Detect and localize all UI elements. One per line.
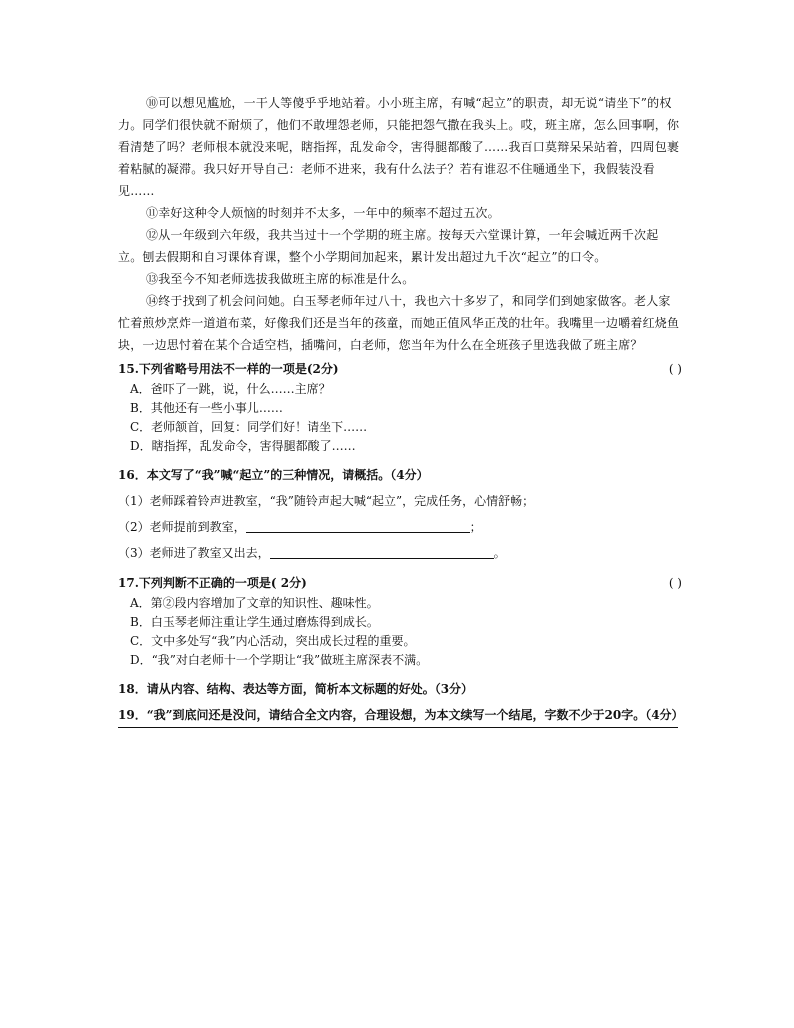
question-15-stem: [118, 358, 682, 380]
paragraph-14: ⑭终于找到了机会问问她。白玉琴老师年过八十，我也六十多岁了，和同学们到她家做客。老人家忙着煎炒烹炸一道道布菜，好像我们还是当年的孩童，而她正值风华正茂的壮年。我嘴里一边嚼着红烧鱼块，一边思忖着在某个合适空档，插嘴问，白老师，您当年为什么在全班孩子里选我做了班主席？: [118, 294, 680, 352]
question-15-option-c: C．老师颔首，回复：同学们好！请坐下……: [130, 420, 368, 434]
question-15-option-d: D．瞎指挥，乱发命令，害得腿都酸了……: [130, 439, 356, 453]
answer-line-19[interactable]: [118, 727, 678, 728]
answer-blank-2[interactable]: [246, 518, 470, 533]
question-17: [118, 572, 682, 670]
question-16-item-3: [118, 540, 682, 566]
question-15-option-a: A．爸吓了一跳，说，什么……主席？: [130, 382, 331, 396]
page-content: [118, 92, 682, 728]
question-16-item-1: （1）老师踩着铃声进教室，“我”随铃声起大喊“起立”，完成任务，心情舒畅；: [118, 494, 535, 508]
question-19-stem: 19．“我”到底问还是没问，请结合全文内容，合理设想，为本文续写一个结尾，字数不少于20字。（4分）: [118, 708, 684, 722]
question-17-stem: [118, 572, 682, 594]
answer-blank-3[interactable]: [270, 544, 494, 559]
question-16-item-2-end: ；: [469, 520, 482, 534]
question-17-option-b: B．白玉琴老师注重让学生通过磨炼得到成长。: [130, 615, 379, 629]
paragraph-13: ⑬我至今不知老师选拔我做班主席的标准是什么。: [146, 272, 415, 286]
question-16-item-3-end: 。: [493, 546, 506, 560]
paragraph-11: ⑪幸好这种令人烦恼的时刻并不太多，一年中的频率不超过五次。: [146, 206, 500, 220]
question-15: [118, 358, 682, 456]
question-15-text: 15.下列省略号用法不一样的一项是(2分): [118, 362, 339, 376]
question-17-text: 17.下列判断不正确的一项是( 2分): [118, 576, 307, 590]
question-17-option-a: A．第②段内容增加了文章的知识性、趣味性。: [130, 596, 379, 610]
question-16-stem: 16．本文写了“我”喊“起立”的三种情况，请概括。（4分）: [118, 468, 429, 482]
question-17-answer-bracket: ( ): [668, 576, 682, 590]
question-18-stem: 18．请从内容、结构、表达等方面，简析本文标题的好处。（3分）: [118, 682, 474, 696]
question-15-answer-bracket: ( ): [668, 362, 682, 376]
question-17-option-c: C．文中多处写“我”内心活动，突出成长过程的重要。: [130, 634, 416, 648]
question-17-option-d: D．“我”对白老师十一个学期让“我”做班主席深表不满。: [130, 653, 429, 667]
paragraph-10: ⑩可以想见尴尬，一干人等傻乎乎地站着。小小班主席，有喊“起立”的职责，却无说“请坐下”的权力。同学们很快就不耐烦了，他们不敢埋怨老师，只能把怨气撒在我头上。哎，班主席，怎么回事啊，你看清楚了吗？老师根本就没来呢，瞎指挥，乱发命令，害得腿都酸了……我百口莫辩呆呆站着，四周包裹着粘腻的凝滞。我只好开导自己：老师不进来，我有什么法子？若有谁忍不住嗵通坐下，我假装没看见……: [118, 96, 680, 198]
question-15-option-b: B．其他还有一些小事儿……: [130, 401, 283, 415]
question-16-item-3-label: （3）老师进了教室又出去，: [118, 546, 270, 560]
question-16-item-2: [118, 514, 682, 540]
question-16-item-2-label: （2）老师提前到教室，: [118, 520, 246, 534]
paragraph-12: ⑫从一年级到六年级，我共当过十一个学期的班主席。按每天六堂课计算，一年会喊近两千次起立。刨去假期和自习课体育课，整个小学期间加起来，累计发出超过九千次“起立”的口令。: [118, 228, 659, 264]
question-16: [118, 462, 682, 566]
